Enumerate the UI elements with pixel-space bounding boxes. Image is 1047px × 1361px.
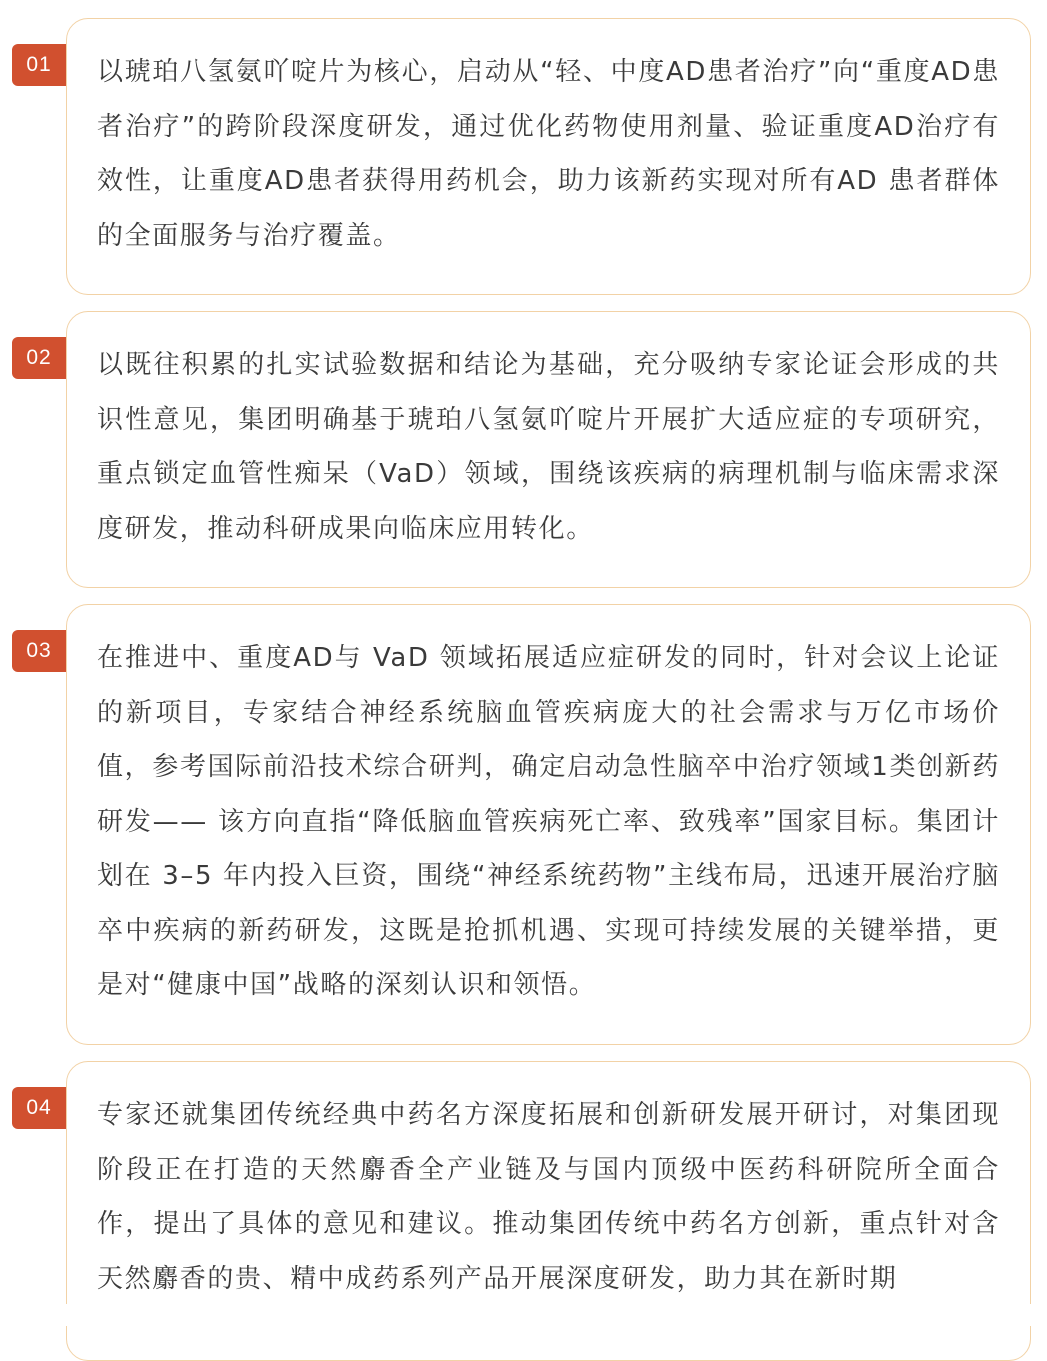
item-card-03: [66, 604, 1031, 1045]
item-number-badge-02: 02: [12, 337, 66, 379]
item-number-badge-03: 03: [12, 630, 66, 672]
bottom-cutoff: [0, 1304, 1047, 1326]
item-text-03: 在推进中、重度AD与 VaD 领域拓展适应症研发的同时，针对会议上论证的新项目，专家结合神经系统脑血管疾病庞大的社会需求与万亿市场价值，参考国际前沿技术综合研判，确定启动急性脑卒中治疗领域1类创新药研发—— 该方向直指“降低脑血管疾病死亡率、致残率”国家目标。集团计划在 3–5 年内投入巨资，围绕“神经系统药物”主线布局，迅速开展治疗脑卒中疾病的新药研发，这既是抢抓机遇、实现可持续发展的关键举措，更是对“健康中国”战略的深刻认识和领悟。: [97, 643, 1000, 1000]
item-number-badge-04: 04: [12, 1087, 66, 1129]
item-text-02: 以既往积累的扎实试验数据和结论为基础，充分吸纳专家论证会形成的共识性意见，集团明确基于琥珀八氢氨吖啶片开展扩大适应症的专项研究，重点锁定血管性痴呆（VaD）领域，围绕该疾病的病理机制与临床需求深度研发，推动科研成果向临床应用转化。: [97, 350, 1000, 544]
item-number-badge-01: 01: [12, 44, 66, 86]
item-text-01: 以琥珀八氢氨吖啶片为核心，启动从“轻、中度AD患者治疗”向“重度AD患者治疗”的跨阶段深度研发，通过优化药物使用剂量、验证重度AD治疗有效性，让重度AD患者获得用药机会，助力该新药实现对所有AD 患者群体的全面服务与治疗覆盖。: [97, 57, 1000, 251]
item-card-02: [66, 311, 1031, 588]
item-text-04: 专家还就集团传统经典中药名方深度拓展和创新研发展开研讨，对集团现阶段正在打造的天然麝香全产业链及与国内顶级中医药科研院所全面合作，提出了具体的意见和建议。推动集团传统中药名方创新，重点针对含天然麝香的贵、精中成药系列产品开展深度研发，助力其在新时期: [97, 1100, 1000, 1294]
item-card-01: [66, 18, 1031, 295]
